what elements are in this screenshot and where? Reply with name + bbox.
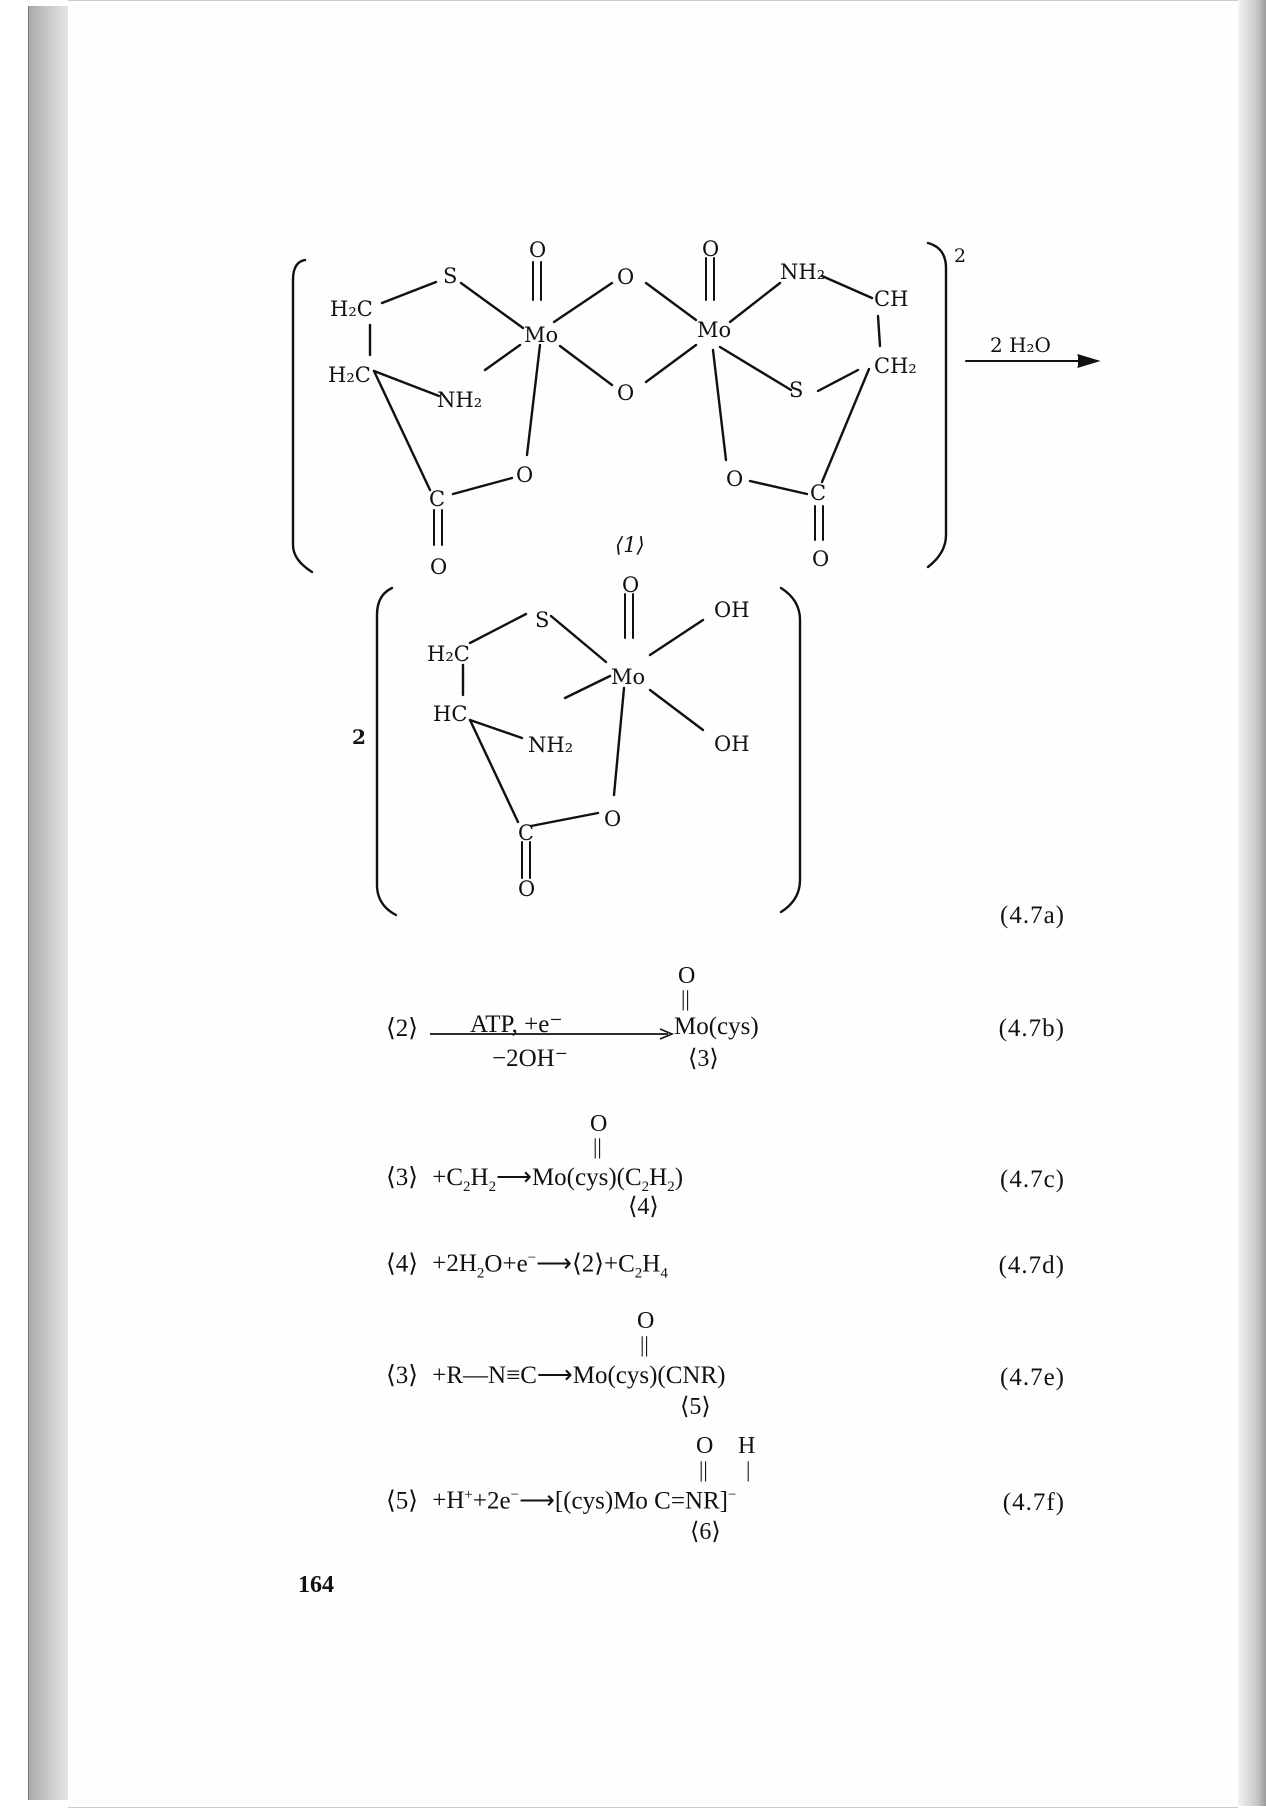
equation-number-4-7c: (4.7c) <box>1000 1166 1065 1193</box>
reactant-label: ⟨3⟩ <box>386 1362 419 1389</box>
carboxyl-oxygen-label: O <box>604 807 622 831</box>
double-bond: || <box>593 1134 602 1159</box>
carbonyl-oxygen-label: O <box>518 877 536 901</box>
product-label: ⟨6⟩ <box>690 1519 721 1545</box>
equation-number-4-7a: (4.7a) <box>1000 902 1065 929</box>
carboxyl-oxygen-label: O <box>516 463 534 487</box>
product-formula: ⟶⟨2⟩+C <box>536 1250 635 1278</box>
reaction-arrow <box>430 1028 676 1042</box>
subscript: 2 <box>476 1265 485 1282</box>
oxo-label: O <box>637 1308 655 1334</box>
product-formula: ⟶[(cys)Mo C=NR] <box>519 1487 729 1515</box>
reaction-arrow: ⟶ <box>496 1164 532 1191</box>
methine-label: HC <box>433 702 468 726</box>
reaction-line <box>386 1363 725 1388</box>
superscript: + <box>464 1487 473 1503</box>
bridge-oxygen-label: O <box>617 265 635 289</box>
carbonyl-carbon-label: C <box>429 487 446 511</box>
carbonyl-oxygen-label: O <box>812 547 830 571</box>
compound-1-label: ⟨1⟩ <box>615 533 645 557</box>
carbonyl-carbon-label: C <box>810 481 827 505</box>
subscript: 2 <box>488 1179 497 1195</box>
amine-label: NH₂ <box>437 388 483 412</box>
molybdenum-label: Mo <box>524 323 559 347</box>
reagent: +R—N≡C⟶ <box>432 1362 573 1389</box>
double-bond: || <box>640 1332 649 1357</box>
double-bond: || <box>681 986 690 1011</box>
reaction-line <box>386 1251 668 1281</box>
product-label: ⟨4⟩ <box>628 1194 659 1220</box>
reagent: +H <box>432 1487 465 1515</box>
sulfur-atom-label: S <box>535 608 550 632</box>
molybdenum-label: Mo <box>697 318 732 342</box>
carboxyl-oxygen-label: O <box>726 467 744 491</box>
product-formula: Mo(cys)(C <box>531 1164 642 1191</box>
oxo-label: O <box>696 1433 714 1459</box>
hydroxyl-label: OH <box>714 598 750 622</box>
equation-number-4-7d: (4.7d) <box>998 1252 1065 1279</box>
equation-number-4-7b: (4.7b) <box>998 1015 1065 1042</box>
oxo-atom-label: O <box>702 237 720 261</box>
stoichiometric-coefficient: 2 <box>352 725 366 749</box>
product-formula: H <box>642 1250 661 1278</box>
reactant-label: ⟨3⟩ <box>386 1164 419 1191</box>
oxo-label: O <box>590 1111 608 1137</box>
reagent: H <box>470 1164 489 1191</box>
methine-label: CH <box>874 287 909 311</box>
amine-label: NH₂ <box>528 733 574 757</box>
bridge-oxygen-label: O <box>617 381 635 405</box>
oxo-label: O <box>678 963 696 989</box>
double-bond: || <box>699 1457 708 1482</box>
product-formula: Mo(cys)(CNR) <box>572 1362 726 1389</box>
oxo-atom-label: O <box>622 573 640 597</box>
sulfur-atom-label: S <box>443 264 458 288</box>
subscript: 2 <box>463 1179 471 1195</box>
methylene-label: CH₂ <box>874 354 917 378</box>
subscript: 2 <box>634 1265 643 1282</box>
methylene-label: H₂C <box>328 363 371 387</box>
product-formula: Mo(cys) <box>674 1013 759 1040</box>
product-formula: ) <box>674 1164 684 1191</box>
superscript: − <box>510 1487 520 1503</box>
hydroxyl-label: OH <box>714 732 750 756</box>
reactant-label: ⟨2⟩ <box>386 1015 419 1042</box>
oxo-atom-label: O <box>529 238 547 262</box>
reagent: O+e <box>484 1250 528 1278</box>
amine-label: NH₂ <box>780 260 826 284</box>
reaction-line <box>386 1488 736 1513</box>
arrow-under-text: −2OH⁻ <box>492 1045 568 1072</box>
molybdenum-label: Mo <box>611 665 646 689</box>
subscript: 4 <box>660 1265 668 1282</box>
equation-number-4-7e: (4.7e) <box>1000 1364 1065 1391</box>
reactant-label: ⟨4⟩ <box>386 1250 419 1278</box>
subscript: 2 <box>641 1179 650 1195</box>
superscript: − <box>728 1487 737 1503</box>
reagent-water: 2 H₂O <box>990 333 1051 357</box>
equation-number-4-7f: (4.7f) <box>1002 1489 1065 1516</box>
carbonyl-oxygen-label: O <box>430 555 448 579</box>
carbonyl-carbon-label: C <box>518 821 535 845</box>
arrow-over-text: ATP, +e⁻ <box>470 1011 563 1038</box>
page-number: 164 <box>298 1572 334 1598</box>
subscript: 2 <box>667 1179 675 1195</box>
sulfur-atom-label: S <box>789 378 804 402</box>
methylene-label: H₂C <box>330 297 373 321</box>
product-label: ⟨5⟩ <box>680 1394 711 1420</box>
reactant-label: ⟨5⟩ <box>386 1487 419 1515</box>
reagent: +C <box>432 1164 464 1191</box>
reagent: +2H <box>432 1250 477 1278</box>
product-formula: H <box>649 1164 668 1191</box>
reaction-line <box>386 1165 683 1195</box>
hydrogen-label: H <box>738 1433 756 1459</box>
reagent: +2e <box>472 1487 511 1515</box>
product-label: ⟨3⟩ <box>688 1046 719 1072</box>
single-bond: | <box>746 1457 751 1482</box>
superscript: − <box>527 1250 537 1266</box>
charge-superscript: 2 <box>954 245 967 267</box>
methylene-label: H₂C <box>427 642 470 666</box>
